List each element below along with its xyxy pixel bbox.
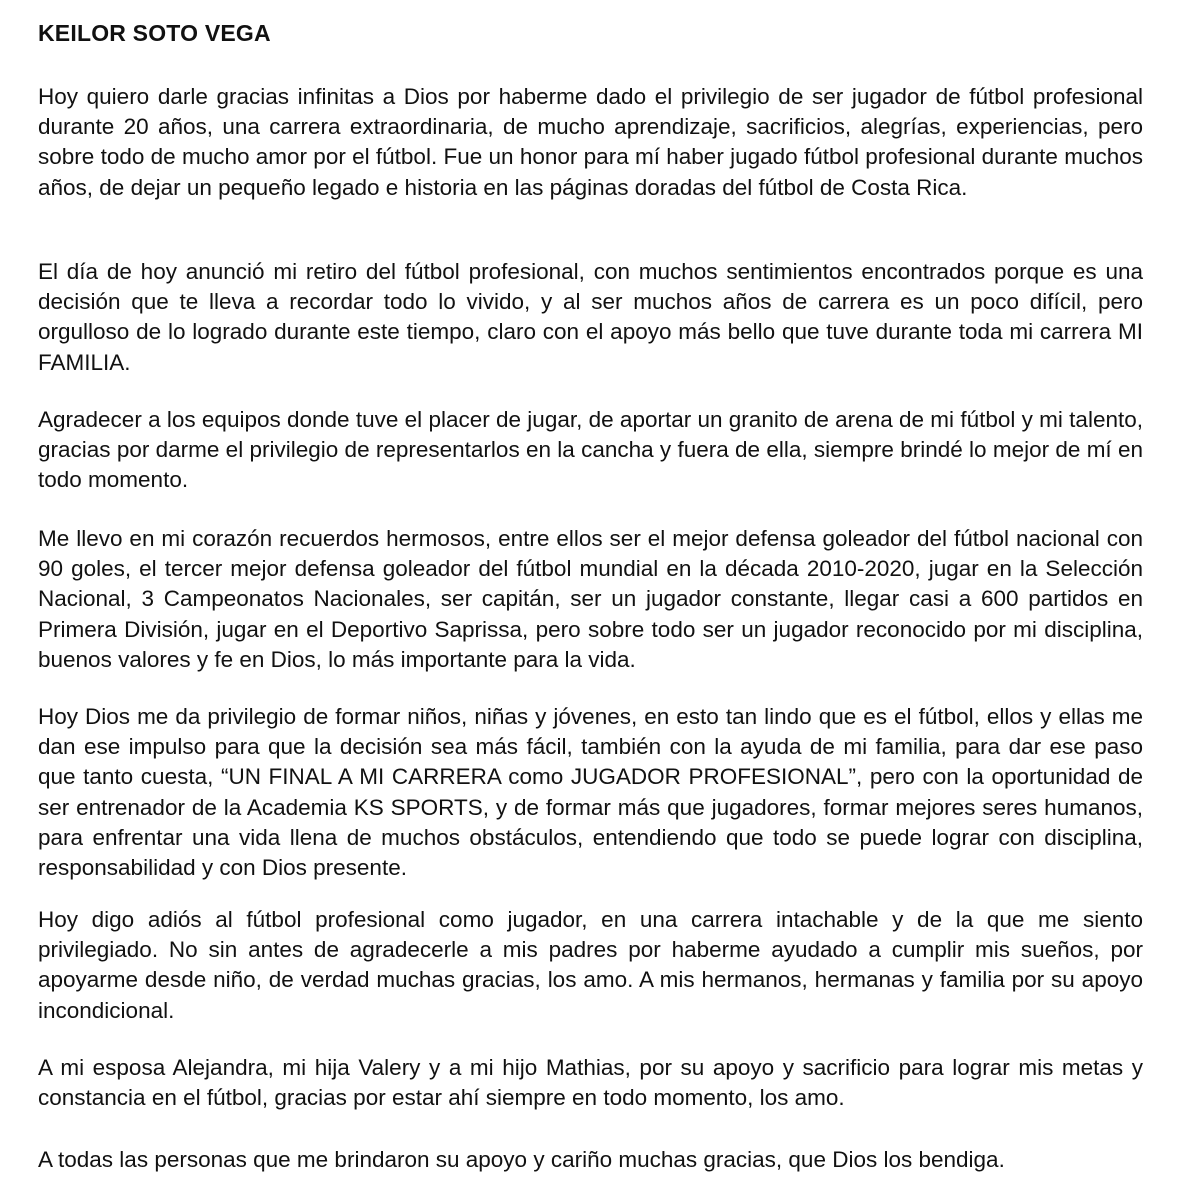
paragraph-closing: A todas las personas que me brindaron su apoyo y cariño muchas gracias, que Dios los bendiga. [38, 1147, 1005, 1172]
paragraph-thanks-family: Hoy digo adiós al fútbol profesional como jugador, en una carrera intachable y de la que me siento privilegiado. No sin antes de agradecerle a mis padres por haberme ayudado a cumplir mis sueños, por apoyarme desde niño, de verdad muchas gracias, los amo. A mis hermanos, hermanas y familia por su apoyo incondicional. [38, 907, 1143, 1023]
paragraph-academy: Hoy Dios me da privilegio de formar niños, niñas y jóvenes, en esto tan lindo que es el fútbol, ellos y ellas me dan ese impulso para que la decisión sea más fácil, también con la ayuda de mi familia, para dar ese paso que tanto cuesta, “UN FINAL A MI CARRERA como JUGADOR PROFESIONAL”, pero con la oportunidad de ser entrenador de la Academia KS SPORTS, y de formar más que jugadores, formar mejores seres humanos, para enfrentar una vida llena de muchos obstáculos, entendiendo que todo se puede lograr con disciplina, responsabilidad y con Dios presente. [38, 704, 1143, 881]
paragraph-achievements: Me llevo en mi corazón recuerdos hermosos, entre ellos ser el mejor defensa goleador del fútbol nacional con 90 goles, el tercer mejor defensa goleador del fútbol mundial en la década 2010-2020, jugar en la Selección Nacional, 3 Campeonatos Nacionales, ser capitán, ser un jugador constante, llegar casi a 600 partidos en Primera División, jugar en el Deportivo Saprissa, pero sobre todo ser un jugador reconocido por mi disciplina, buenos valores y fe en Dios, lo más importante para la vida. [38, 526, 1143, 672]
paragraph-retirement-announcement: El día de hoy anunció mi retiro del fútbol profesional, con muchos sentimientos encontrados porque es una decisión que te lleva a recordar todo lo vivido, y al ser muchos años de carrera es un poco difícil, pero orgulloso de lo logrado durante este tiempo, claro con el apoyo más bello que tuve durante toda mi carrera MI FAMILIA. [38, 259, 1143, 375]
paragraph-thanks-wife-children: A mi esposa Alejandra, mi hija Valery y a mi hijo Mathias, por su apoyo y sacrificio para lograr mis metas y constancia en el fútbol, gracias por estar ahí siempre en todo momento, los amo. [38, 1055, 1143, 1111]
paragraph-thanks-teams: Agradecer a los equipos donde tuve el placer de jugar, de aportar un granito de arena de mi fútbol y mi talento, gracias por darme el privilegio de representarlos en la cancha y fuera de ella, siempre brindé lo mejor de mí en todo momento. [38, 407, 1143, 493]
document-title: KEILOR SOTO VEGA [38, 20, 271, 46]
paragraph-gratitude-career: Hoy quiero darle gracias infinitas a Dios por haberme dado el privilegio de ser jugador de fútbol profesional durante 20 años, una carrera extraordinaria, de mucho aprendizaje, sacrificios, alegrías, experiencias, pero sobre todo de mucho amor por el fútbol. Fue un honor para mí haber jugado fútbol profesional durante muchos años, de dejar un pequeño legado e historia en las páginas doradas del fútbol de Costa Rica. [38, 84, 1143, 200]
